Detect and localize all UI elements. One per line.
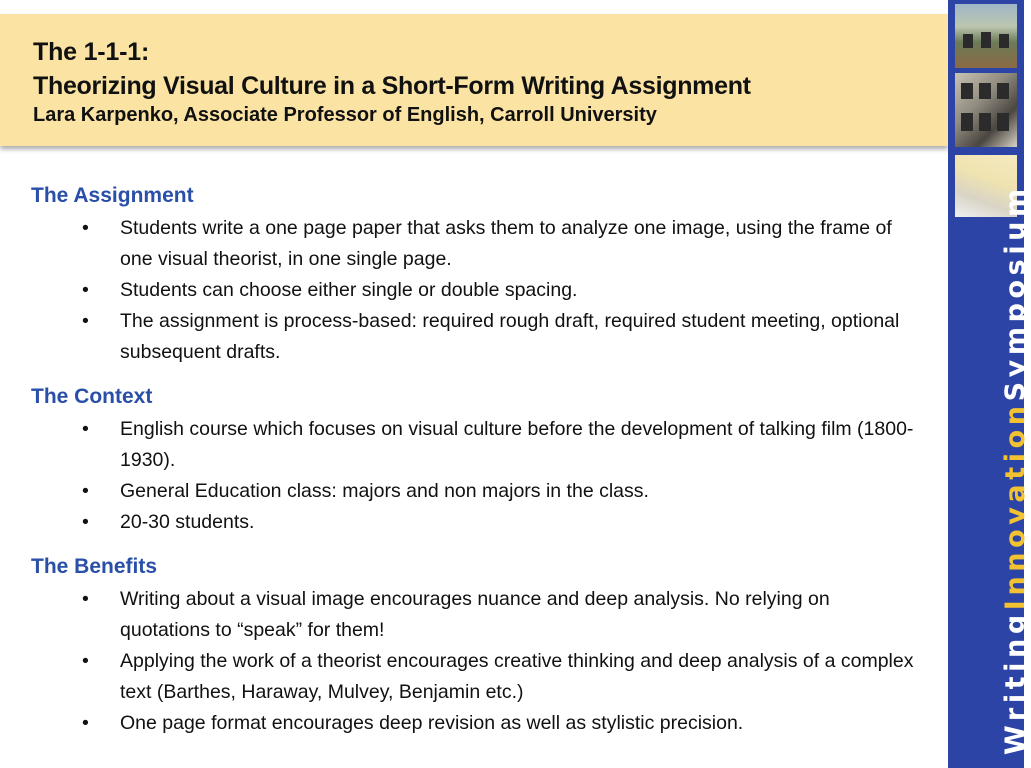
title-banner	[0, 14, 948, 146]
bullet-text: 20-30 students.	[120, 511, 255, 533]
bullet-icon: •	[82, 480, 89, 502]
title-line-1: The 1-1-1:	[33, 38, 150, 66]
list-item	[0, 414, 920, 476]
context-bullet-list	[0, 414, 920, 538]
bullet-text: Students can choose either single or double spacing.	[120, 279, 578, 301]
bullet-icon: •	[82, 588, 89, 610]
author-line: Lara Karpenko, Associate Professor of English, Carroll University	[33, 104, 657, 126]
bullet-icon: •	[82, 279, 89, 301]
list-item	[0, 306, 920, 368]
bullet-text: One page format encourages deep revision as well as stylistic precision.	[120, 712, 744, 734]
bullet-icon: •	[82, 418, 89, 440]
section-heading-assignment: The Assignment	[31, 184, 194, 207]
list-item	[0, 584, 920, 646]
bullet-icon: •	[82, 217, 89, 239]
assignment-bullet-list	[0, 213, 920, 368]
list-item	[0, 507, 920, 538]
logo-word-innovation: Innovation	[1000, 401, 1031, 611]
section-heading-benefits: The Benefits	[31, 555, 158, 578]
list-item	[0, 476, 920, 507]
logo-word-symposium: Symposium	[1000, 184, 1031, 402]
bullet-text: The assignment is process-based: required rough draft, required student meeting, optional subsequent drafts.	[120, 310, 900, 363]
list-item	[0, 646, 920, 708]
list-item	[0, 213, 920, 275]
bullet-icon: •	[82, 310, 89, 332]
campus-photo-1	[955, 4, 1017, 68]
campus-photo-2	[955, 73, 1017, 147]
bullet-text: Applying the work of a theorist encourages creative thinking and deep analysis of a complex text (Barthes, Haraway, Mulvey, Benjamin etc.)	[120, 650, 914, 703]
bullet-icon: •	[82, 650, 89, 672]
benefits-bullet-list	[0, 584, 920, 739]
bullet-text: Students write a one page paper that asks them to analyze one image, using the frame of one visual theorist, in one single page.	[120, 217, 892, 270]
title-line-2: Theorizing Visual Culture in a Short-Form Writing Assignment	[33, 72, 751, 100]
logo-word-writing: Writing	[1000, 610, 1031, 755]
bullet-text: General Education class: majors and non majors in the class.	[120, 480, 649, 502]
section-heading-context: The Context	[31, 385, 153, 408]
bullet-text: Writing about a visual image encourages nuance and deep analysis. No relying on quotations to “speak” for them!	[120, 588, 830, 641]
bullet-text: English course which focuses on visual culture before the development of talking film (1800-1930).	[120, 418, 914, 471]
symposium-logo-text	[1000, 184, 1031, 755]
bullet-icon: •	[82, 511, 89, 533]
list-item	[0, 708, 920, 739]
list-item	[0, 275, 920, 306]
bullet-icon: •	[82, 712, 89, 734]
